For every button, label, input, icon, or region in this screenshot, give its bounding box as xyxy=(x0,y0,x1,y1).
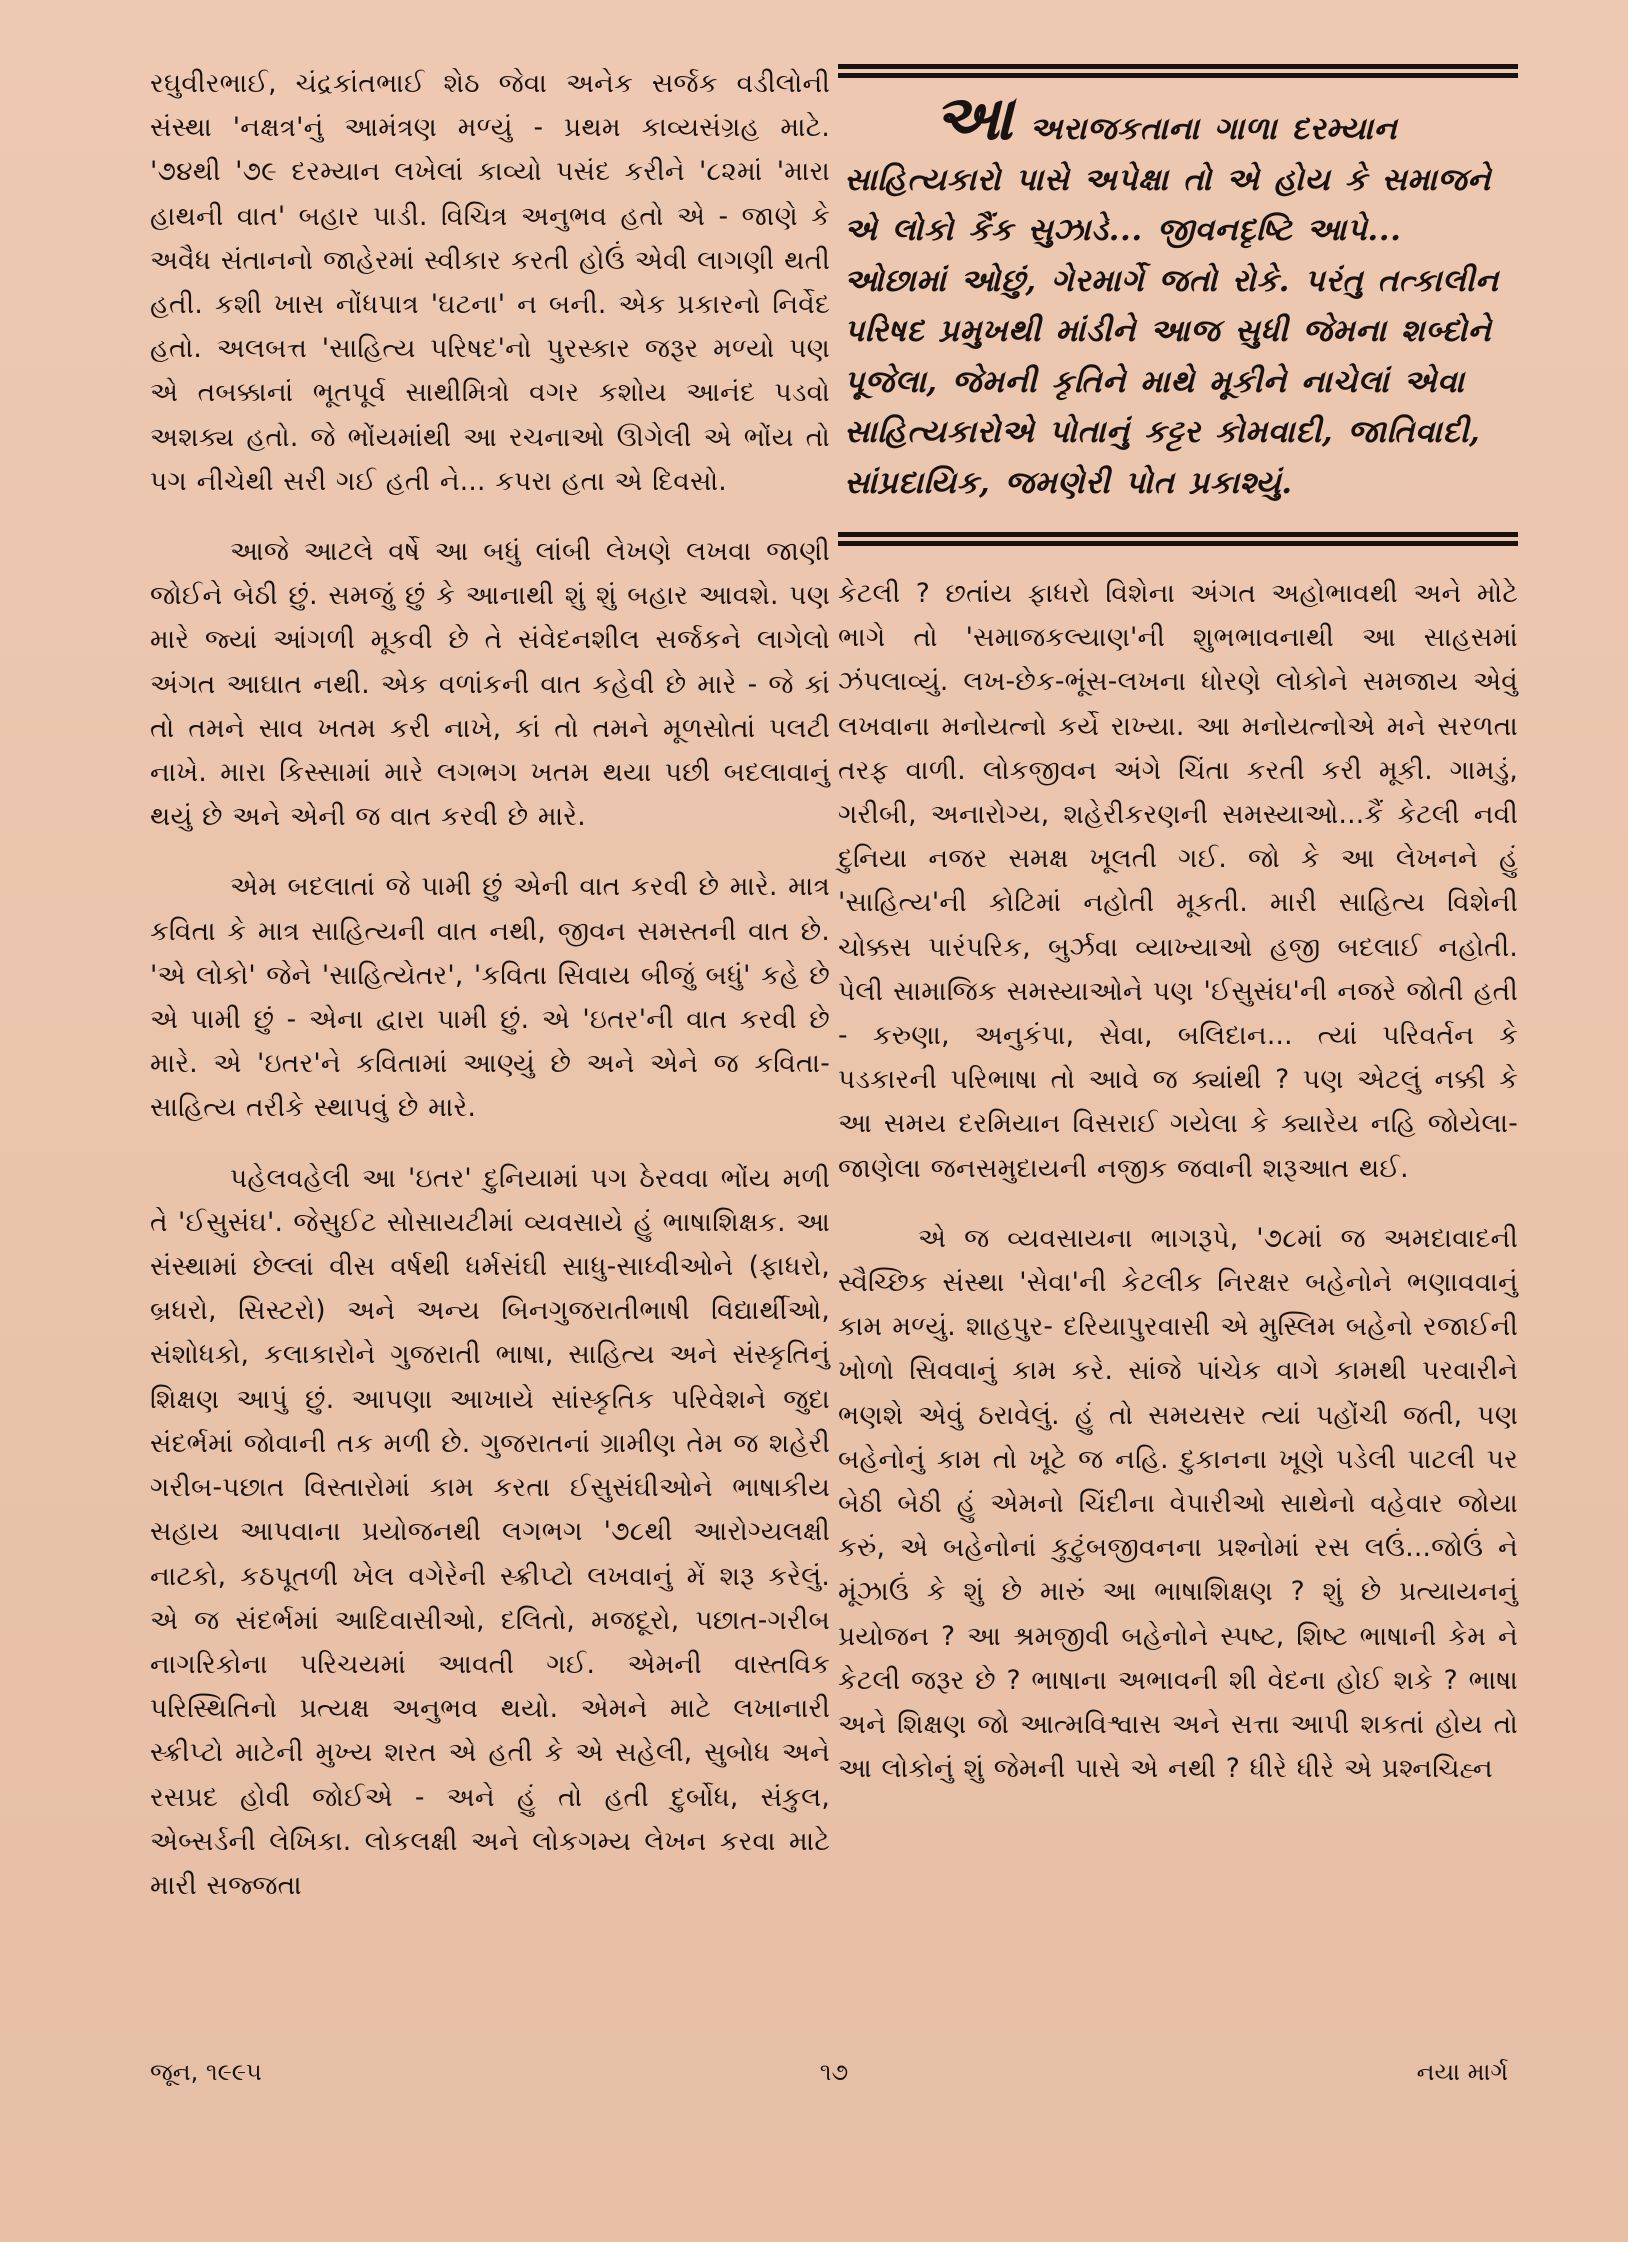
double-rule-top xyxy=(838,64,1518,78)
body-paragraph: આજે આટલે વર્ષે આ બધું લાંબી લેખણે લખવા જાણી જોઈને બેઠી છું. સમજું છું કે આનાથી શું શું બહાર આવશે. પણ મારે જ્યાં આંગળી મૂકવી છે તે સંવેદનશીલ સર્જકને લાગેલો અંગત આઘાત નથી. એક વળાંકની વાત કહેવી છે મારે - જે કાં તો તમને સાવ ખતમ કરી નાખે, કાં તો તમને મૂળસોતાં પલટી નાખે. મારા કિસ્સામાં મારે લગભગ ખતમ થયા પછી બદલાવાનું થયું છે અને એની જ વાત કરવી છે મારે. xyxy=(150,536,830,833)
right-column xyxy=(838,62,1518,1817)
body-paragraph: કેટલી ? છતાંય ફાધરો વિશેના અંગત અહોભાવથી અને મોટે ભાગે તો 'સમાજકલ્યાણ'ની શુભભાવનાથી આ સાહસમાં ઝંપલાવ્યું. લખ-છેક-ભૂંસ-લખના ધોરણે લોકોને સમજાય એવું લખવાના મનોયત્નો કર્યે રાખ્યા. આ મનોયત્નોએ મને સરળતા તરફ વાળી. લોકજીવન અંગે ચિંતા કરતી કરી મૂકી. ગામડું, ગરીબી, અનારોગ્ય, શહેરીકરણની સમસ્યાઓ...કૈં કેટલી નવી દુનિયા નજર સમક્ષ ખૂલતી ગઈ. જો કે આ લેખનને હું 'સાહિત્ય'ની કોટિમાં નહોતી મૂકતી. મારી સાહિત્ય વિશેની ચોક્કસ પારંપરિક, બુર્ઝવા વ્યાખ્યાઓ હજી બદલાઈ નહોતી. પેલી સામાજિક સમસ્યાઓને પણ 'ઈસુસંઘ'ની નજરે જોતી હતી - કરુણા, અનુકંપા, સેવા, બલિદાન... ત્યાં પરિવર્તન કે પડકારની પરિભાષા તો આવે જ ક્યાંથી ? પણ એટલું નક્કી કે આ સમય દરમિયાન વિસરાઈ ગયેલા કે ક્યારેય નહિ જોયેલા-જાણેલા જનસમુદાયની નજીક જવાની શરૂઆત થઈ. xyxy=(838,578,1518,1184)
pull-quote-box xyxy=(838,64,1518,546)
body-paragraph: રઘુવીરભાઈ, ચંદ્રકાંતભાઈ શેઠ જેવા અનેક સર્જક વડીલોની સંસ્થા 'નક્ષત્ર'નું આમંત્રણ મળ્યું - પ્રથમ કાવ્યસંગ્રહ માટે. '૭૪થી '૭૯ દરમ્યાન લખેલાં કાવ્યો પસંદ કરીને '૮૨માં 'મારા હાથની વાત' બહાર પાડી. વિચિત્ર અનુભવ હતો એ - જાણે કે અવૈધ સંતાનનો જાહેરમાં સ્વીકાર કરતી હોઉં એવી લાગણી થતી હતી. કશી ખાસ નોંધપાત્ર 'ઘટના' ન બની. એક પ્રકારનો નિર્વેદ હતો. અલબત્ત 'સાહિત્ય પરિષદ'નો પુરસ્કાર જરૂર મળ્યો પણ એ તબક્કાનાં ભૂતપૂર્વ સાથીમિત્રો વગર કશોય આનંદ પડવો અશક્ય હતો. જે ભોંયમાંથી આ રચનાઓ ઊગેલી એ ભોંય તો પગ નીચેથી સરી ગઈ હતી ને... કપરા હતા એ દિવસો. xyxy=(150,68,830,497)
pull-quote-dropcap: આ xyxy=(934,81,1014,154)
body-paragraph: એ જ વ્યવસાયના ભાગરૂપે, '૭૮માં જ અમદાવાદની સ્વૈચ્છિક સંસ્થા 'સેવા'ની કેટલીક નિરક્ષર બહેનોને ભણાવવાનું કામ મળ્યું. શાહપુર- દરિયાપુરવાસી એ મુસ્લિમ બહેનો રજાઈની ખોળો સિવવાનું કામ કરે. સાંજે પાંચેક વાગે કામથી પરવારીને ભણશે એવું ઠરાવેલું. હું તો સમયસર ત્યાં પહોંચી જતી, પણ બહેનોનું કામ તો ખૂટે જ નહિ. દુકાનના ખૂણે પડેલી પાટલી પર બેઠી બેઠી હું એમનો ચિંદીના વેપારીઓ સાથેનો વહેવાર જોયા કરું, એ બહેનોનાં કુટુંબજીવનના પ્રશ્નોમાં રસ લઉં...જોઉં ને મૂંઝાઉં કે શું છે મારું આ ભાષાશિક્ષણ ? શું છે પ્રત્યાયનનું પ્રયોજન ? આ શ્રમજીવી બહેનોને સ્પષ્ટ, શિષ્ટ ભાષાની કેમ ને કેટલી જરૂર છે ? ભાષાના અભાવની શી વેદના હોઈ શકે ? ભાષા અને શિક્ષણ જો આત્મવિશ્વાસ અને સત્તા આપી શકતાં હોય તો આ લોકોનું શું જેમની પાસે એ નથી ? ધીરે ધીરે એ પ્રશ્નચિહ્ન xyxy=(838,1222,1518,1785)
footer-magazine-name: નયા માર્ગ xyxy=(1416,2058,1508,2086)
left-column xyxy=(150,62,830,1934)
body-paragraph: પહેલવહેલી આ 'ઇતર' દુનિયામાં પગ ઠેરવવા ભોંય મળી તે 'ઈસુસંઘ'. જેસુઈટ સોસાયટીમાં વ્યવસાયે હું ભાષાશિક્ષક. આ સંસ્થામાં છેલ્લાં વીસ વર્ષથી ધર્મસંઘી સાધુ-સાધ્વીઓને (ફાધરો, બ્રધરો, સિસ્ટરો) અને અન્ય બિનગુજરાતીભાષી વિદ્યાર્થીઓ, સંશોધકો, કલાકારોને ગુજરાતી ભાષા, સાહિત્ય અને સંસ્કૃતિનું શિક્ષણ આપું છું. આપણા આખાયે સાંસ્કૃતિક પરિવેશને જુદા સંદર્ભમાં જોવાની તક મળી છે. ગુજરાતનાં ગ્રામીણ તેમ જ શહેરી ગરીબ-પછાત વિસ્તારોમાં કામ કરતા ઈસુસંઘીઓને ભાષાકીય સહાય આપવાના પ્રયોજનથી લગભગ '૭૮થી આરોગ્યલક્ષી નાટકો, કઠપૂતળી ખેલ વગેરેની સ્ક્રીપ્ટો લખવાનું મેં શરૂ કરેલું. એ જ સંદર્ભમાં આદિવાસીઓ, દલિતો, મજદૂરો, પછાત-ગરીબ નાગરિકોના પરિચયમાં આવતી ગઈ. એમની વાસ્તવિક પરિસ્થિતિનો પ્રત્યક્ષ અનુભવ થયો. એમને માટે લખાનારી સ્ક્રીપ્ટો માટેની મુખ્ય શરત એ હતી કે એ સહેલી, સુબોધ અને રસપ્રદ હોવી જોઈએ - અને હું તો હતી દુર્બોધ, સંકુલ, એબ્સર્ડની લેખિકા. લોકલક્ષી અને લોકગમ્ય લેખન કરવા માટે મારી સજ્જતા xyxy=(150,1162,830,1901)
footer-date: જૂન, ૧૯૯૫ xyxy=(150,2058,262,2086)
pull-quote-text: અરાજકતાના ગાળા દરમ્યાન સાહિત્યકારો પાસે અપેક્ષા તો એ હોય કે સમાજને એ લોકો કૈંક સુઝાડે... જીવનદૃષ્ટિ આપે... ઓછામાં ઓછું, ગેરમાર્ગે જતો રોકે. પરંતુ તત્કાલીન પરિષદ પ્રમુખથી માંડીને આજ સુધી જેમના શબ્દોને પૂજેલા, જેમની કૃતિને માથે મૂકીને નાચેલાં એવા સાહિત્યકારોએ પોતાનું કટ્ટર કોમવાદી, જાતિવાદી, સાંપ્રદાયિક, જમણેરી પોત પ્રકાશ્યું. xyxy=(844,111,1499,501)
double-rule-bottom xyxy=(838,532,1518,546)
footer-page-number: ૧૭ xyxy=(819,2058,849,2086)
pull-quote xyxy=(838,81,1518,508)
page-footer xyxy=(150,2052,1518,2092)
body-paragraph: એમ બદલાતાં જે પામી છું એની વાત કરવી છે મારે. માત્ર કવિતા કે માત્ર સાહિત્યની વાત નથી, જીવન સમસ્તની વાત છે. 'એ લોકો' જેને 'સાહિત્યેતર', 'કવિતા સિવાય બીજું બધું' કહે છે એ પામી છું - એના દ્વારા પામી છું. એ 'ઇતર'ની વાત કરવી છે મારે. એ 'ઇતર'ને કવિતામાં આણ્યું છે અને એને જ કવિતા-સાહિત્ય તરીકે સ્થાપવું છે મારે. xyxy=(150,871,830,1124)
